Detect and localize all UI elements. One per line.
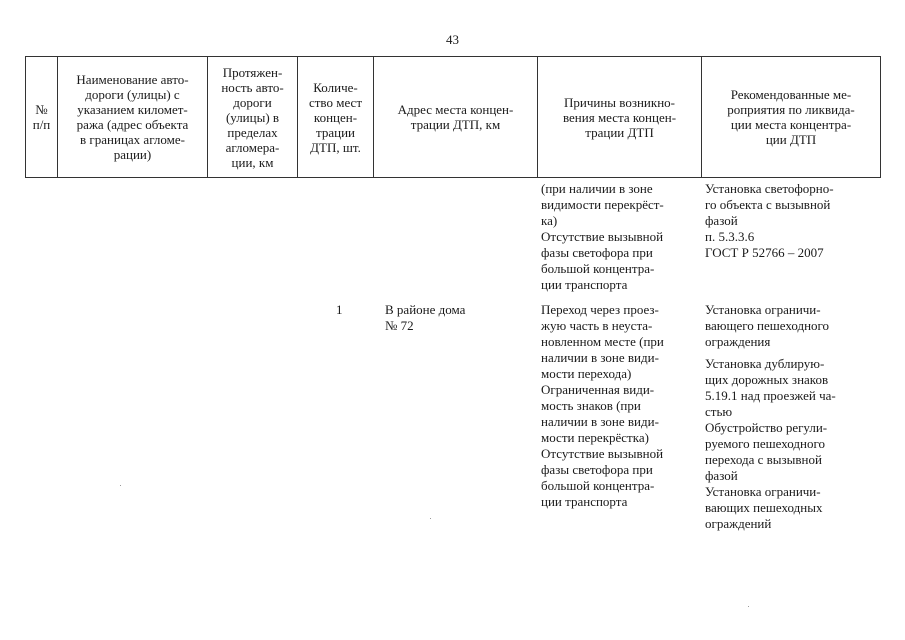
address-value: В районе дома № 72 (385, 302, 466, 333)
list-item: Отсутствие вызывной фазы светофора при большой концентра- ции транспорта (541, 446, 664, 509)
list-item: Установка светофорно- го объекта с вызывной фазой п. 5.3.3.6 ГОСТ Р 52766 – 2007 (705, 181, 834, 260)
col-reasons-label: Причины возникно- вения места концен- трации ДТП (562, 94, 677, 140)
list-item: Обустройство регули- руемого пешеходного перехода с вызывной фазой (705, 420, 828, 483)
col-number-label: № п/п (32, 102, 51, 132)
col-number (26, 57, 58, 178)
scan-speck (120, 485, 121, 486)
page-number: 43 (446, 32, 459, 47)
col-measures (702, 57, 881, 178)
list-item: Установка ограничи- вающих пешеходных ограждений (705, 484, 823, 531)
measures-top (705, 181, 834, 261)
list-item: (при наличии в зоне видимости перекрёст- ка) (541, 181, 664, 228)
col-count-label: Количе- ство мест концен- трации ДТП, шт. (308, 79, 363, 155)
table-header (25, 56, 881, 178)
col-length-label: Протяжен- ность авто- дороги (улицы) в пределах агломера- ции, км (221, 64, 284, 170)
col-reasons (538, 57, 702, 178)
col-address (374, 57, 538, 178)
col-length (208, 57, 298, 178)
measures-main (705, 302, 836, 532)
header-row (26, 57, 881, 178)
reasons-top (541, 181, 664, 293)
col-measures-label: Рекомендованные ме- роприятия по ликвида- ции места концентра- ции ДТП (727, 87, 855, 147)
scan-speck (748, 606, 749, 607)
col-address-label: Адрес места концен- трации ДТП, км (397, 102, 514, 132)
col-count (298, 57, 374, 178)
scan-speck (430, 518, 431, 519)
col-road-name-label: Наименование авто- дороги (улицы) с указанием километ- ража (адрес объекта в границах агломе- рации) (76, 72, 189, 162)
col-road-name (58, 57, 208, 178)
list-item: Отсутствие вызывной фазы светофора при большой концентра- ции транспорта (541, 229, 664, 292)
reasons-main (541, 302, 664, 510)
list-item: Установка ограничи- вающего пешеходного ограждения (705, 302, 830, 349)
list-item: Переход через проез- жую часть в неуста- новленном месте (при наличии в зоне види- мости перехода) (541, 302, 664, 381)
list-item: Ограниченная види- мость знаков (при наличии в зоне види- мости перекрёстка) (541, 382, 659, 445)
count-value: 1 (336, 302, 343, 317)
list-item: Установка дублирую- щих дорожных знаков 5.19.1 над проезжей ча- стью (705, 356, 836, 419)
